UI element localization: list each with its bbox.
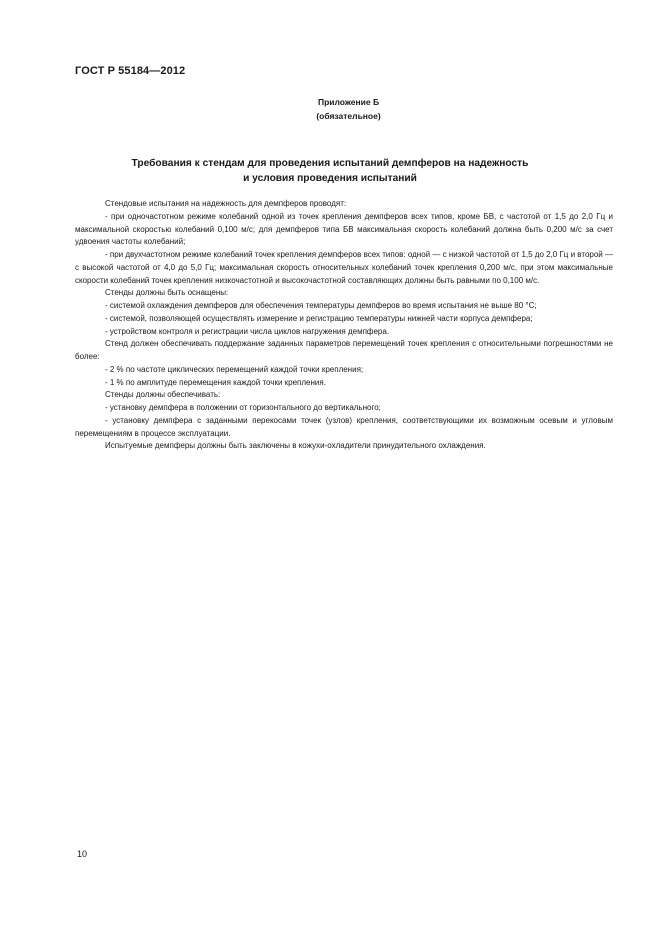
list-item: - 2 % по частоте циклических перемещений каждой точки крепления; <box>105 364 364 374</box>
list-item: - при одночастотном режиме колебаний одной из точек крепления демпферов всех типов, кроме БВ, с частотой от 1,5 до 2,0 Гц и максимальной скоростью колебаний 0,100 м/с; для демпферов типа БВ максимальная скорость колебаний должна быть 0,200 м/с за счет удвоения частоты колебаний; <box>75 211 613 247</box>
annex-status: (обязательное) <box>316 111 381 121</box>
section-heading <box>75 156 585 186</box>
heading-line-1: Требования к стендам для проведения испытаний демпферов на надежность <box>131 158 529 169</box>
list-item: - системой охлаждения демпферов для обеспечения температуры демпферов во время испытания не выше 80 °С; <box>105 301 537 310</box>
body-text <box>75 198 613 453</box>
document-code: ГОСТ Р 55184—2012 <box>75 65 186 77</box>
list-item: - установку демпфера в положении от горизонтального до вертикального; <box>105 403 381 412</box>
paragraph: Испытуемые демпферы должны быть заключены в кожухи-охладители принудительного охлаждения. <box>105 441 486 451</box>
list-item: - устройством контроля и регистрации числа циклов нагружения демпфера. <box>105 326 390 336</box>
page-number: 10 <box>77 849 88 859</box>
list-item: - системой, позволяющей осуществлять измерение и регистрацию температуры нижней части корпуса демпфера; <box>105 313 533 323</box>
paragraph: Стендовые испытания на надежность для демпферов проводят: <box>105 199 347 208</box>
heading-line-2: и условия проведения испытаний <box>243 173 417 184</box>
list-item: - 1 % по амплитуде перемещения каждой точки крепления. <box>105 377 326 387</box>
annex-title: Приложение Б <box>317 97 380 107</box>
paragraph: Стенды должны быть оснащены: <box>105 288 229 298</box>
paragraph: Стенды должны обеспечивать: <box>105 390 221 400</box>
paragraph: Стенд должен обеспечивать поддержание заданных параметров перемещений точек крепления с относительными погрешностями не более: <box>75 339 613 361</box>
list-item: - при двухчастотном режиме колебаний точек крепления демпферов всех типов: одной — с низкой частотой от 1,5 до 2,0 Гц и второй — с высокой частотой от 4,0 до 5,0 Гц; максимальная скорость относительных колебаний точек крепления 0,200 м/с, при этом максимальные скорости колебаний точек крепления низкочастотной и высокочастотной составляющих должны быть равными по 0,100 м/с. <box>75 250 613 285</box>
annex-label <box>0 95 661 123</box>
list-item: - установку демпфера с заданными перекосами точек (узлов) крепления, соответствующими их возможным осевым и угловым перемещениям в процессе эксплуатации. <box>75 415 613 438</box>
